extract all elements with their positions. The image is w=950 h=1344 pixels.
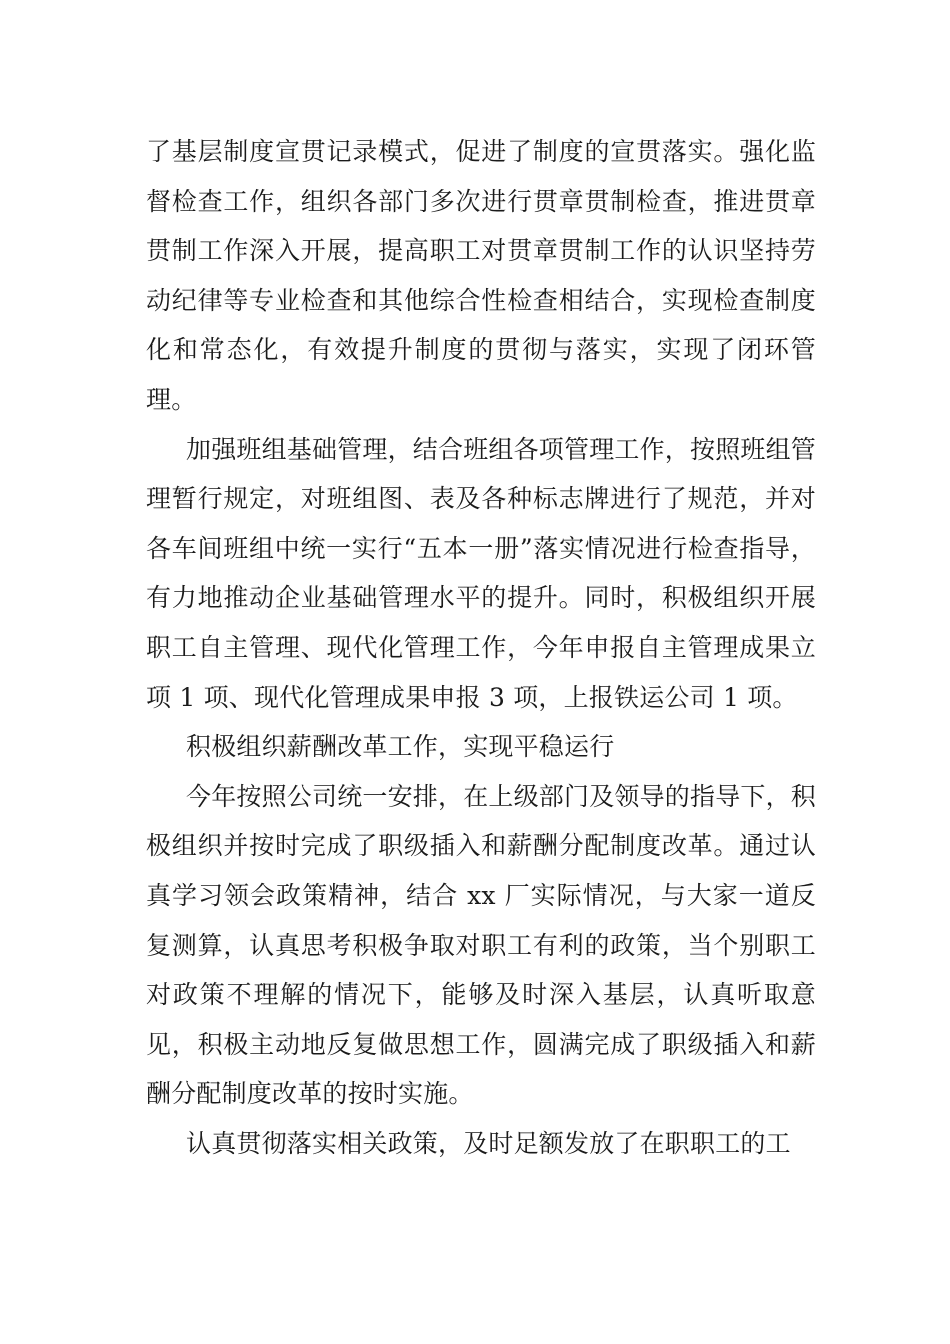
document-body <box>146 127 816 1168</box>
paragraph-salary-reform: 今年按照公司统一安排，在上级部门及领导的指导下，积极组织并按时完成了职级插入和薪酬分配制度改革。通过认真学习领会政策精神，结合 xx 厂实际情况，与大家一道反复测算，认真思考积极争取对职工有利的政策，当个别职工对政策不理解的情况下，能够及时深入基层，认真听取意见，积极主动地反复做思想工作，圆满完成了职级插入和薪酬分配制度改革的按时实施。 <box>146 781 817 1109</box>
section-heading-salary-reform: 积极组织薪酬改革工作，实现平稳运行 <box>186 732 615 762</box>
paragraph-continuation: 了基层制度宣贯记录模式，促进了制度的宣贯落实。强化监督检查工作，组织各部门多次进行贯章贯制检查，推进贯章贯制工作深入开展，提高职工对贯章贯制工作的认识坚持劳动纪律等专业检查和其他综合性检查相结合，实现检查制度化和常态化，有效提升制度的贯彻与落实，实现了闭环管理。 <box>146 137 816 414</box>
paragraph-team-management: 加强班组基础管理，结合班组各项管理工作，按照班组管理暂行规定，对班组图、表及各种标志牌进行了规范，并对各车间班组中统一实行“五本一册”落实情况进行检查指导，有力地推动企业基础管理水平的提升。同时，积极组织开展职工自主管理、现代化管理工作，今年申报自主管理成果立项 1 项、现代化管理成果申报 3 项，上报铁运公司 1 项。 <box>146 434 817 712</box>
paragraph-policy-implementation: 认真贯彻落实相关政策，及时足额发放了在职职工的工 <box>186 1128 791 1158</box>
